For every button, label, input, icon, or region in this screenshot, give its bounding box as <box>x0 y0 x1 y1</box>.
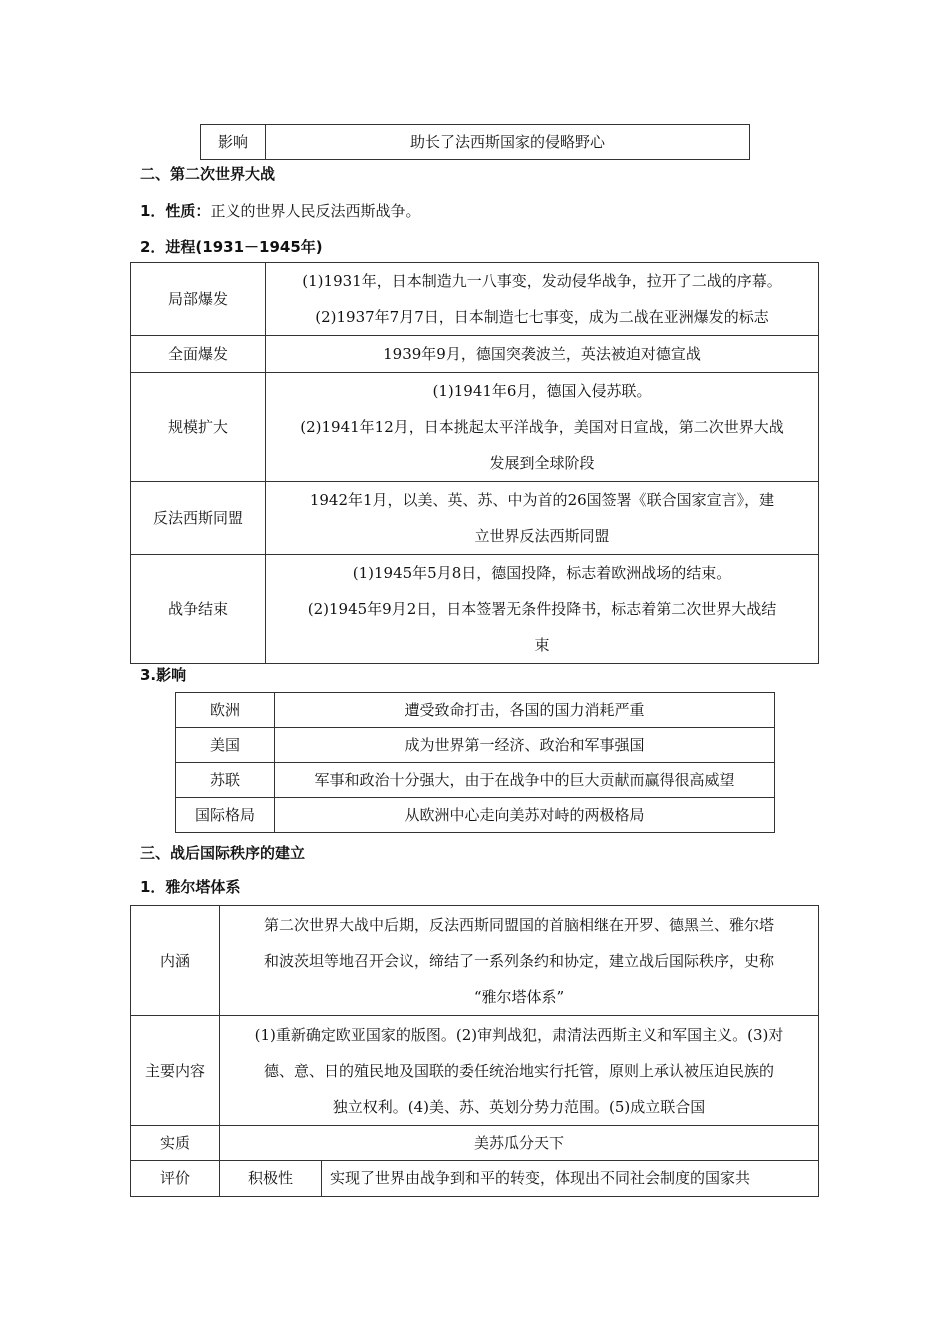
impact-label: 欧洲 <box>176 693 275 728</box>
yalta-row <box>131 1016 819 1126</box>
process-content: (1)1941年6月，德国入侵苏联。 (2)1941年12月，日本挑起太平洋战争，美国对日宣战，第二次世界大战 发展到全球阶段 <box>266 373 819 482</box>
positive-label: 积极性 <box>220 1161 322 1197</box>
eval-label: 评价 <box>131 1161 220 1197</box>
process-row <box>131 482 819 555</box>
influence-value: 助长了法西斯国家的侵略野心 <box>266 125 750 160</box>
yalta-row <box>131 906 819 1016</box>
impact-table <box>175 692 775 833</box>
process-content: 1942年1月，以美、英、苏、中为首的26国签署《联合国家宣言》，建 立世界反法西斯同盟 <box>266 482 819 555</box>
connotation-content: 第二次世界大战中后期，反法西斯同盟国的首脑相继在开罗、德黑兰、雅尔塔 和波茨坦等地召开会议，缔结了一系列条约和协定，建立战后国际秩序，史称 “雅尔塔体系” <box>220 906 819 1016</box>
influence-label: 影响 <box>201 125 266 160</box>
main-content: (1)重新确定欧亚国家的版图。(2)审判战犯，肃清法西斯主义和军国主义。(3)对 德、意、日的殖民地及国联的委任统治地实行托管，原则上承认被压迫民族的 独立权利。(4)美、苏、英划分势力范围。(5)成立联合国 <box>220 1016 819 1126</box>
process-row <box>131 373 819 482</box>
impact-value: 军事和政治十分强大，由于在战争中的巨大贡献而赢得很高威望 <box>275 763 775 798</box>
process-content: (1)1945年5月8日，德国投降，标志着欧洲战场的结束。 (2)1945年9月2日，日本签署无条件投降书，标志着第二次世界大战结 束 <box>266 555 819 664</box>
impact-row <box>176 693 775 728</box>
nature-label: 1．性质： <box>140 202 211 220</box>
positive-value: 实现了世界由战争到和平的转变，体现出不同社会制度的国家共 <box>322 1161 819 1197</box>
influence-table <box>200 124 750 160</box>
nature-line <box>140 200 420 221</box>
impact-value: 成为世界第一经济、政治和军事强国 <box>275 728 775 763</box>
impact-title: 3.影响 <box>140 666 187 684</box>
process-table <box>130 262 819 664</box>
yalta-row <box>131 1126 819 1161</box>
process-label: 反法西斯同盟 <box>131 482 266 555</box>
impact-value: 遭受致命打击，各国的国力消耗严重 <box>275 693 775 728</box>
impact-label: 美国 <box>176 728 275 763</box>
section2-title: 二、第二次世界大战 <box>140 165 276 183</box>
process-label: 战争结束 <box>131 555 266 664</box>
yalta-title: 1．雅尔塔体系 <box>140 878 241 896</box>
process-content: (1)1931年，日本制造九一八事变，发动侵华战争，拉开了二战的序幕。 (2)1937年7月7日，日本制造七七事变，成为二战在亚洲爆发的标志 <box>266 263 819 336</box>
impact-row <box>176 763 775 798</box>
process-label: 规模扩大 <box>131 373 266 482</box>
impact-label: 苏联 <box>176 763 275 798</box>
process-row <box>131 263 819 336</box>
impact-label: 国际格局 <box>176 798 275 833</box>
yalta-row <box>131 1161 819 1197</box>
yalta-table <box>130 905 819 1197</box>
essence-value: 美苏瓜分天下 <box>220 1126 819 1161</box>
section3-title: 三、战后国际秩序的建立 <box>140 844 306 862</box>
nature-text: 正义的世界人民反法西斯战争。 <box>210 202 421 220</box>
impact-value: 从欧洲中心走向美苏对峙的两极格局 <box>275 798 775 833</box>
process-row <box>131 336 819 373</box>
impact-row <box>176 728 775 763</box>
process-content: 1939年9月，德国突袭波兰，英法被迫对德宣战 <box>266 336 819 373</box>
process-label: 全面爆发 <box>131 336 266 373</box>
process-row <box>131 555 819 664</box>
content-label: 主要内容 <box>131 1016 220 1126</box>
essence-label: 实质 <box>131 1126 220 1161</box>
impact-row <box>176 798 775 833</box>
connotation-label: 内涵 <box>131 906 220 1016</box>
process-title: 2．进程(1931－1945年) <box>140 238 323 256</box>
process-label: 局部爆发 <box>131 263 266 336</box>
